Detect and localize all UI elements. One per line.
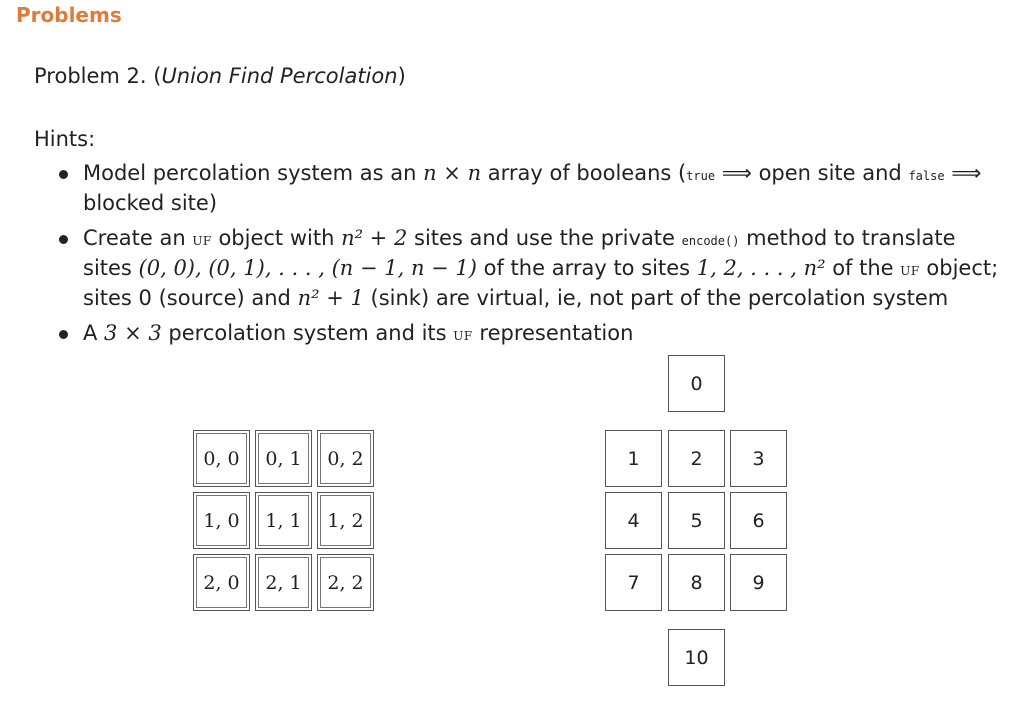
uf-site: 5 — [668, 492, 725, 549]
hint-item-3: A 3 × 3 percolation system and its UF representation — [55, 320, 1005, 350]
uf-site: 7 — [605, 554, 662, 611]
grid-cell: 2, 1 — [255, 554, 312, 611]
grid-cell: 0, 2 — [317, 430, 374, 487]
uf-site: 8 — [668, 554, 725, 611]
uf-site: 6 — [730, 492, 787, 549]
uf-source-site: 0 — [668, 355, 725, 412]
frame-title: Problems — [16, 3, 122, 27]
code-encode: encode() — [681, 234, 740, 248]
uf-site: 9 — [730, 554, 787, 611]
uf-site: 3 — [730, 430, 787, 487]
grid-cell: 1, 2 — [317, 492, 374, 549]
uf-site: 4 — [605, 492, 662, 549]
uf-site: 2 — [668, 430, 725, 487]
uf-site: 1 — [605, 430, 662, 487]
grid-cell: 2, 0 — [193, 554, 250, 611]
grid-cell: 0, 1 — [255, 430, 312, 487]
hint-item-1: Model percolation system as an n × n array of booleans (true ⟹ open site and false ⟹ blocked site) — [55, 160, 1005, 217]
uf-sink-site: 10 — [668, 629, 725, 686]
grid-cell: 2, 2 — [317, 554, 374, 611]
problem-title: Problem 2. (Union Find Percolation) — [34, 64, 406, 88]
grid-cell: 0, 0 — [193, 430, 250, 487]
code-false: false — [908, 169, 945, 183]
grid-cell: 1, 1 — [255, 492, 312, 549]
hint-item-2: Create an UF object with n² + 2 sites and use the private encode() method to translate sites (0, 0), (0, 1), . . . , (n − 1, n − 1) of the array to sites 1, 2, . . . , n² of the UF object; sites 0 (source) and n² + 1 (sink) are virtual, ie, not part of the percolation system — [55, 225, 1005, 312]
hint-list — [55, 160, 1005, 358]
code-true: true — [686, 169, 716, 183]
hints-label: Hints: — [34, 127, 96, 151]
grid-cell: 1, 0 — [193, 492, 250, 549]
problem-name: Union Find Percolation — [161, 64, 398, 88]
